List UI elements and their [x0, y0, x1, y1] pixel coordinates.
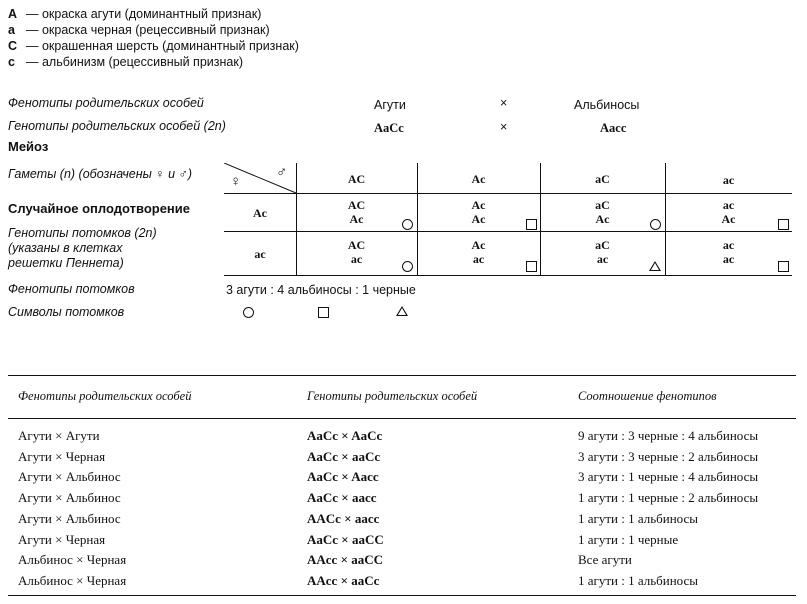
fertilization-label: Случайное оплодотворение — [8, 201, 190, 216]
offspring-genotypes-label — [8, 226, 157, 271]
cell-allele-bottom: Ac — [721, 212, 736, 226]
table-cell: Агути × Черная — [18, 531, 106, 547]
cell-allele-bottom: Ac — [471, 212, 486, 226]
table-cell: Все агути — [578, 552, 632, 568]
table-header: Соотношение фенотипов — [578, 389, 717, 403]
legend-row — [8, 6, 299, 22]
cell-allele-bottom: Ac — [349, 212, 364, 226]
legend-key: a — [8, 23, 15, 37]
legend-key: c — [8, 55, 15, 69]
legend-text: — окрашенная шерсть (доминантный признак) — [26, 39, 299, 53]
table-cell: 1 агути : 1 черные : 2 альбиносы — [578, 490, 759, 506]
cell-allele-bottom: ac — [350, 252, 363, 266]
table-cell: 1 агути : 1 альбиносы — [578, 510, 699, 526]
cell-allele-bottom: ac — [722, 252, 735, 266]
square-icon — [526, 219, 537, 230]
table-cell: AaCc × AaCc — [307, 428, 383, 443]
punnett-cell — [296, 198, 417, 226]
cell-allele-top: ac — [722, 198, 735, 212]
punnett-square — [224, 163, 792, 276]
grid-line — [224, 231, 792, 232]
cross-sign: × — [500, 120, 508, 134]
triangle-icon — [649, 261, 661, 271]
table-cell: Агути × Альбинос — [18, 469, 121, 485]
cell-allele-top: Ac — [471, 198, 486, 212]
allele-legend — [8, 6, 299, 70]
circle-icon — [402, 219, 413, 230]
table-cell: AAcc × aaCC — [307, 552, 384, 568]
table-cell: Агути × Альбинос — [18, 510, 121, 526]
table-cell: 9 агути : 3 черные : 4 альбиносы — [578, 428, 759, 443]
cell-allele-top: aC — [595, 198, 610, 212]
cell-allele-top: AC — [347, 238, 366, 252]
male-symbol-icon: ♂ — [276, 164, 288, 181]
male-gamete: ac — [722, 173, 735, 187]
parent-phenotype-left: Агути — [374, 98, 406, 112]
legend-row — [8, 38, 299, 54]
punnett-cell — [417, 238, 540, 266]
female-gamete: ac — [254, 247, 266, 261]
meiosis-label: Мейоз — [8, 139, 49, 154]
table-header: Фенотипы родительских особей — [18, 389, 192, 403]
punnett-cell — [417, 198, 540, 226]
square-icon — [778, 261, 789, 272]
offspring-ratio: 3 агути : 4 альбиносы : 1 черные — [226, 283, 416, 297]
table-cell: 1 агути : 1 черные — [578, 531, 679, 547]
square-icon — [778, 219, 789, 230]
legend-key: A — [8, 7, 18, 21]
male-gamete: aC — [595, 172, 610, 186]
male-gamete: AC — [347, 172, 366, 186]
table-cell: 3 агути : 3 черные : 2 альбиносы — [578, 448, 759, 464]
grid-line — [224, 193, 792, 194]
male-gamete: Ac — [471, 172, 486, 186]
cell-allele-bottom: Ac — [595, 212, 610, 226]
cell-allele-top: Ac — [471, 238, 486, 252]
table-cell: 1 агути : 1 альбиносы — [578, 572, 699, 588]
punnett-cell — [540, 198, 665, 226]
parent-phenotype-right: Альбиносы — [574, 98, 640, 112]
table-cell: AaCc × aaCC — [307, 531, 384, 547]
legend-row — [8, 22, 299, 38]
parent-genotype-left: AaCc — [374, 121, 404, 135]
table-cell: Альбинос × Черная — [18, 552, 127, 568]
table-rule — [8, 375, 796, 376]
parent-phenotypes-label: Фенотипы родительских особей — [8, 96, 204, 110]
cell-allele-top: AC — [347, 198, 366, 212]
table-cell: AaCc × Aacc — [307, 469, 379, 485]
label-line: Генотипы потомков (2n) — [8, 226, 157, 240]
legend-text: — окраска агути (доминантный признак) — [26, 7, 262, 21]
offspring-phenotypes-label: Фенотипы потомков — [8, 282, 135, 296]
label-line: (указаны в клетках — [8, 241, 123, 255]
legend-key: C — [8, 39, 18, 53]
offspring-symbols-label: Символы потомков — [8, 305, 125, 319]
punnett-cell — [540, 238, 665, 266]
cross-sign: × — [500, 96, 508, 110]
table-cell: Агути × Агути — [18, 428, 100, 443]
legend-row — [8, 54, 299, 70]
gametes-label: Гаметы (n) (обозначены ♀ и ♂) — [8, 167, 193, 181]
circle-icon — [650, 219, 661, 230]
cell-allele-bottom: ac — [596, 252, 609, 266]
cell-allele-top: ac — [722, 238, 735, 252]
grid-line — [224, 275, 792, 276]
square-icon — [526, 261, 537, 272]
punnett-cell — [665, 198, 792, 226]
table-rule — [8, 595, 796, 596]
female-gamete: Ac — [253, 206, 267, 220]
parent-genotypes-label: Генотипы родительских особей (2n) — [8, 119, 226, 133]
parent-genotype-right: Aacc — [600, 121, 627, 135]
table-header: Генотипы родительских особей — [307, 389, 478, 403]
triangle-icon — [396, 306, 408, 316]
cell-allele-top: aC — [595, 238, 610, 252]
legend-text: — альбинизм (рецессивный признак) — [26, 55, 243, 69]
table-cell: Агути × Альбинос — [18, 490, 121, 506]
legend-text: — окраска черная (рецессивный признак) — [26, 23, 270, 37]
punnett-cell — [665, 238, 792, 266]
female-symbol-icon: ♀ — [230, 173, 242, 190]
punnett-cell — [296, 238, 417, 266]
square-icon — [318, 307, 329, 318]
table-rule — [8, 418, 796, 419]
table-cell: AACc × aacc — [307, 510, 380, 526]
table-cell: AaCc × aaCc — [307, 448, 381, 464]
table-cell: 3 агути : 1 черные : 4 альбиносы — [578, 469, 759, 485]
table-cell: AAcc × aaCc — [307, 572, 380, 588]
table-cell: Агути × Черная — [18, 448, 106, 464]
table-cell: AaCc × aacc — [307, 490, 377, 506]
table-cell: Альбинос × Черная — [18, 572, 127, 588]
label-line: решетки Пеннета) — [8, 256, 124, 270]
circle-icon — [402, 261, 413, 272]
cell-allele-bottom: ac — [472, 252, 485, 266]
circle-icon — [243, 307, 254, 318]
